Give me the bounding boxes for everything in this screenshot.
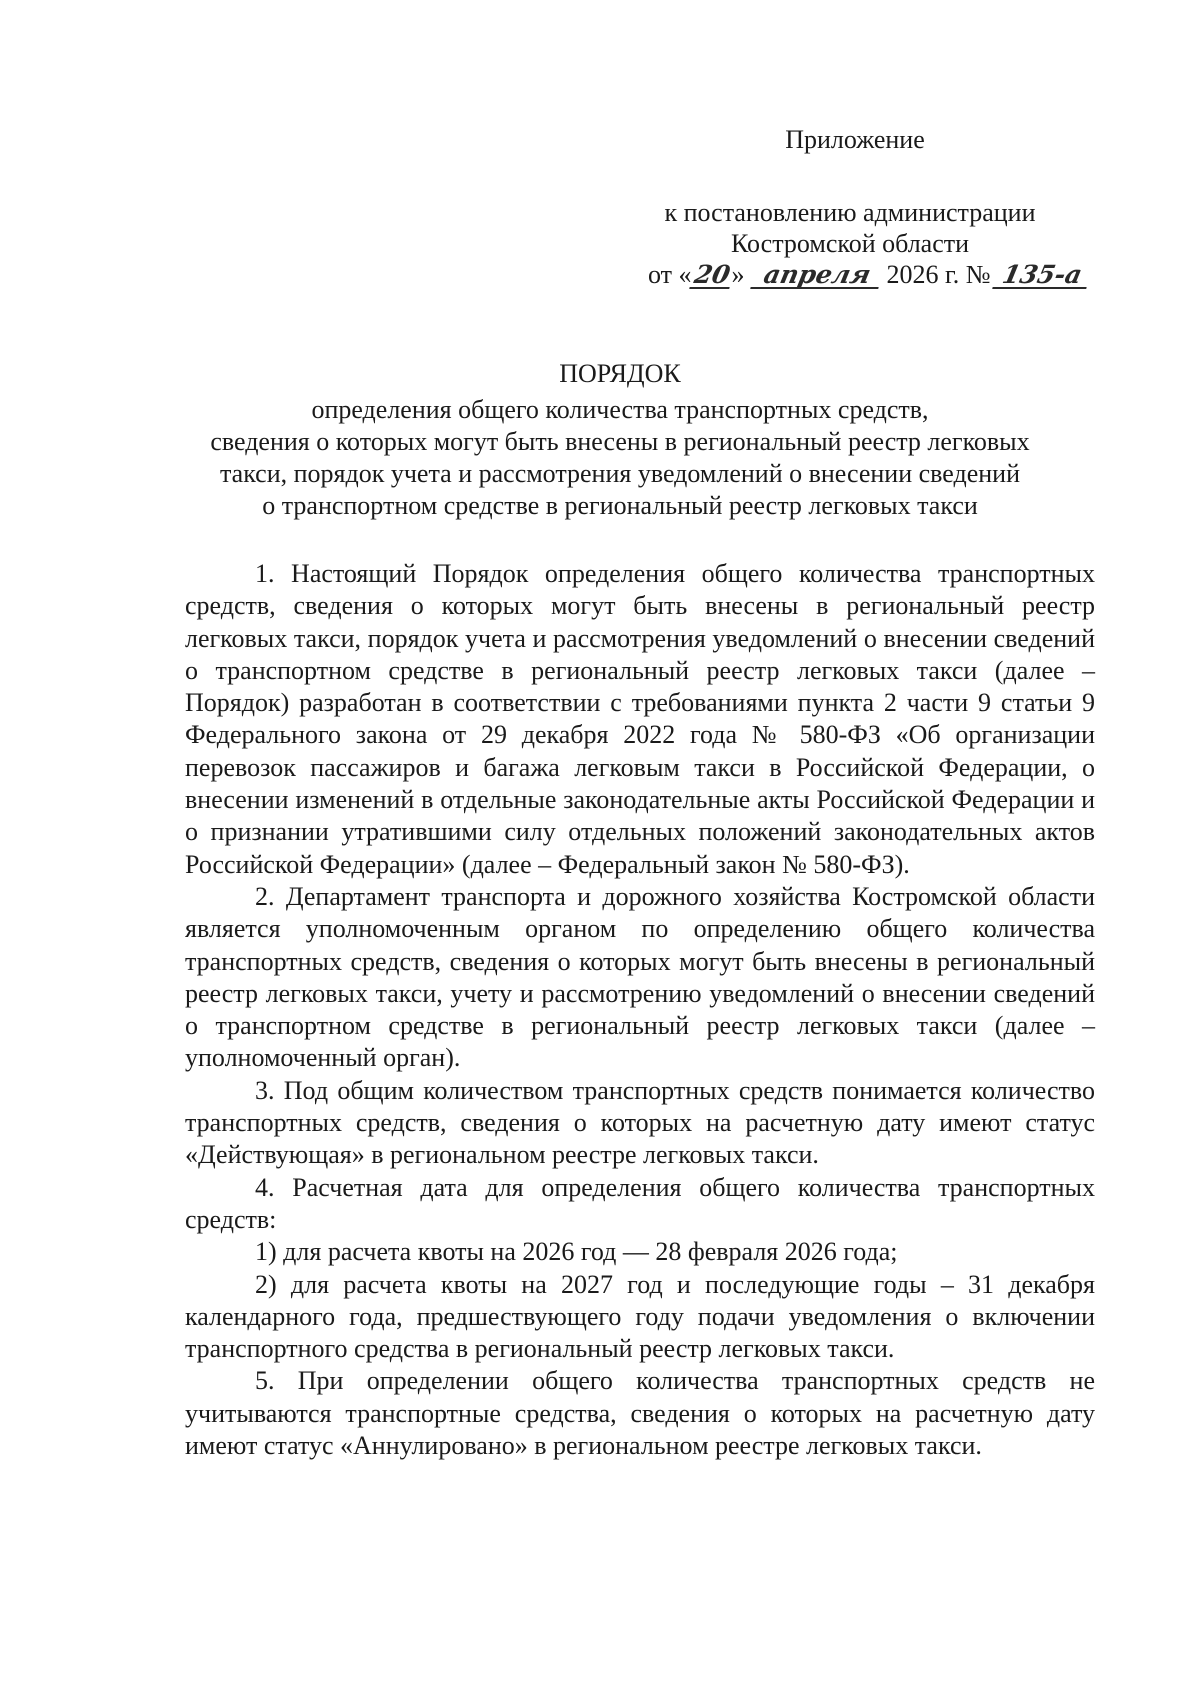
- paragraph-4: 4. Расчетная дата для определения общего количества транспортных средств:: [185, 1172, 1095, 1234]
- paragraph-1: 1. Настоящий Порядок определения общего количества транспортных средств, сведения о которых могут быть внесены в региональный реестр легковых такси, порядок учета и рассмотрения уведомлений о внесении сведений о транспортном средстве в региональный реестр легковых такси (далее – Порядок) разработан в соответствии с требованиями пункта 2 части 9 статьи 9 Федерального закона от 29 декабря 2022 года № 580-ФЗ «Об организации перевозок пассажиров и багажа легковым такси в Российской Федерации, о внесении изменений в отдельные законодательные акты Российской Федерации и о признании утратившими силу отдельных положений законодательных актов Российской Федерации» (далее – Федеральный закон № 580-ФЗ).: [185, 559, 1095, 879]
- attachment-label: Приложение: [785, 125, 925, 154]
- paragraph-2: 2. Департамент транспорта и дорожного хозяйства Костромской области является уполномоченным органом по определению общего количества транспортных средств, сведения о которых могут быть внесены в региональный реестр легковых такси, учету и рассмотрению уведомлений о внесении сведений о транспортном средстве в региональный реестр легковых такси (далее – уполномоченный орган).: [185, 881, 1095, 1073]
- document-title: ПОРЯДОК: [559, 359, 681, 388]
- subtitle-line: о транспортном средстве в региональный реестр легковых такси: [262, 491, 978, 520]
- document-subtitle: [150, 394, 1090, 522]
- attachment-decree-line: к постановлению администрации: [664, 198, 1036, 227]
- paragraph-4-item-2: 2) для расчета квоты на 2027 год и последующие годы – 31 декабря календарного года, предшествующего году подачи уведомления о включении транспортного средства в региональный реестр легковых такси.: [185, 1269, 1095, 1364]
- handwritten-doc-number: 135-а: [992, 263, 1092, 289]
- document-body: [185, 558, 1095, 1462]
- subtitle-line: такси, порядок учета и рассмотрения уведомлений о внесении сведений: [219, 459, 1021, 488]
- subtitle-line: определения общего количества транспортных средств,: [311, 395, 929, 424]
- date-year: 2026 г. №: [886, 260, 991, 289]
- paragraph-4-item-1: 1) для расчета квоты на 2026 год — 28 февраля 2026 года;: [255, 1237, 898, 1267]
- handwritten-day: 20: [689, 263, 735, 289]
- handwritten-month: апреля: [750, 263, 884, 289]
- attachment-date-line: [648, 259, 1128, 290]
- paragraph-5: 5. При определении общего количества транспортных средств не учитываются транспортные средства, сведения о которых на расчетную дату имеют статус «Аннулировано» в региональном реестре легковых такси.: [185, 1366, 1095, 1461]
- date-prefix: от «: [648, 260, 692, 289]
- subtitle-line: сведения о которых могут быть внесены в региональный реестр легковых: [210, 427, 1030, 456]
- date-close-quote: »: [731, 260, 745, 289]
- attachment-region-line: Костромской области: [730, 229, 970, 258]
- paragraph-3: 3. Под общим количеством транспортных средств понимается количество транспортных средств, сведения о которых на расчетную дату имеют статус «Действующая» в региональном реестре легковых такси.: [185, 1075, 1095, 1170]
